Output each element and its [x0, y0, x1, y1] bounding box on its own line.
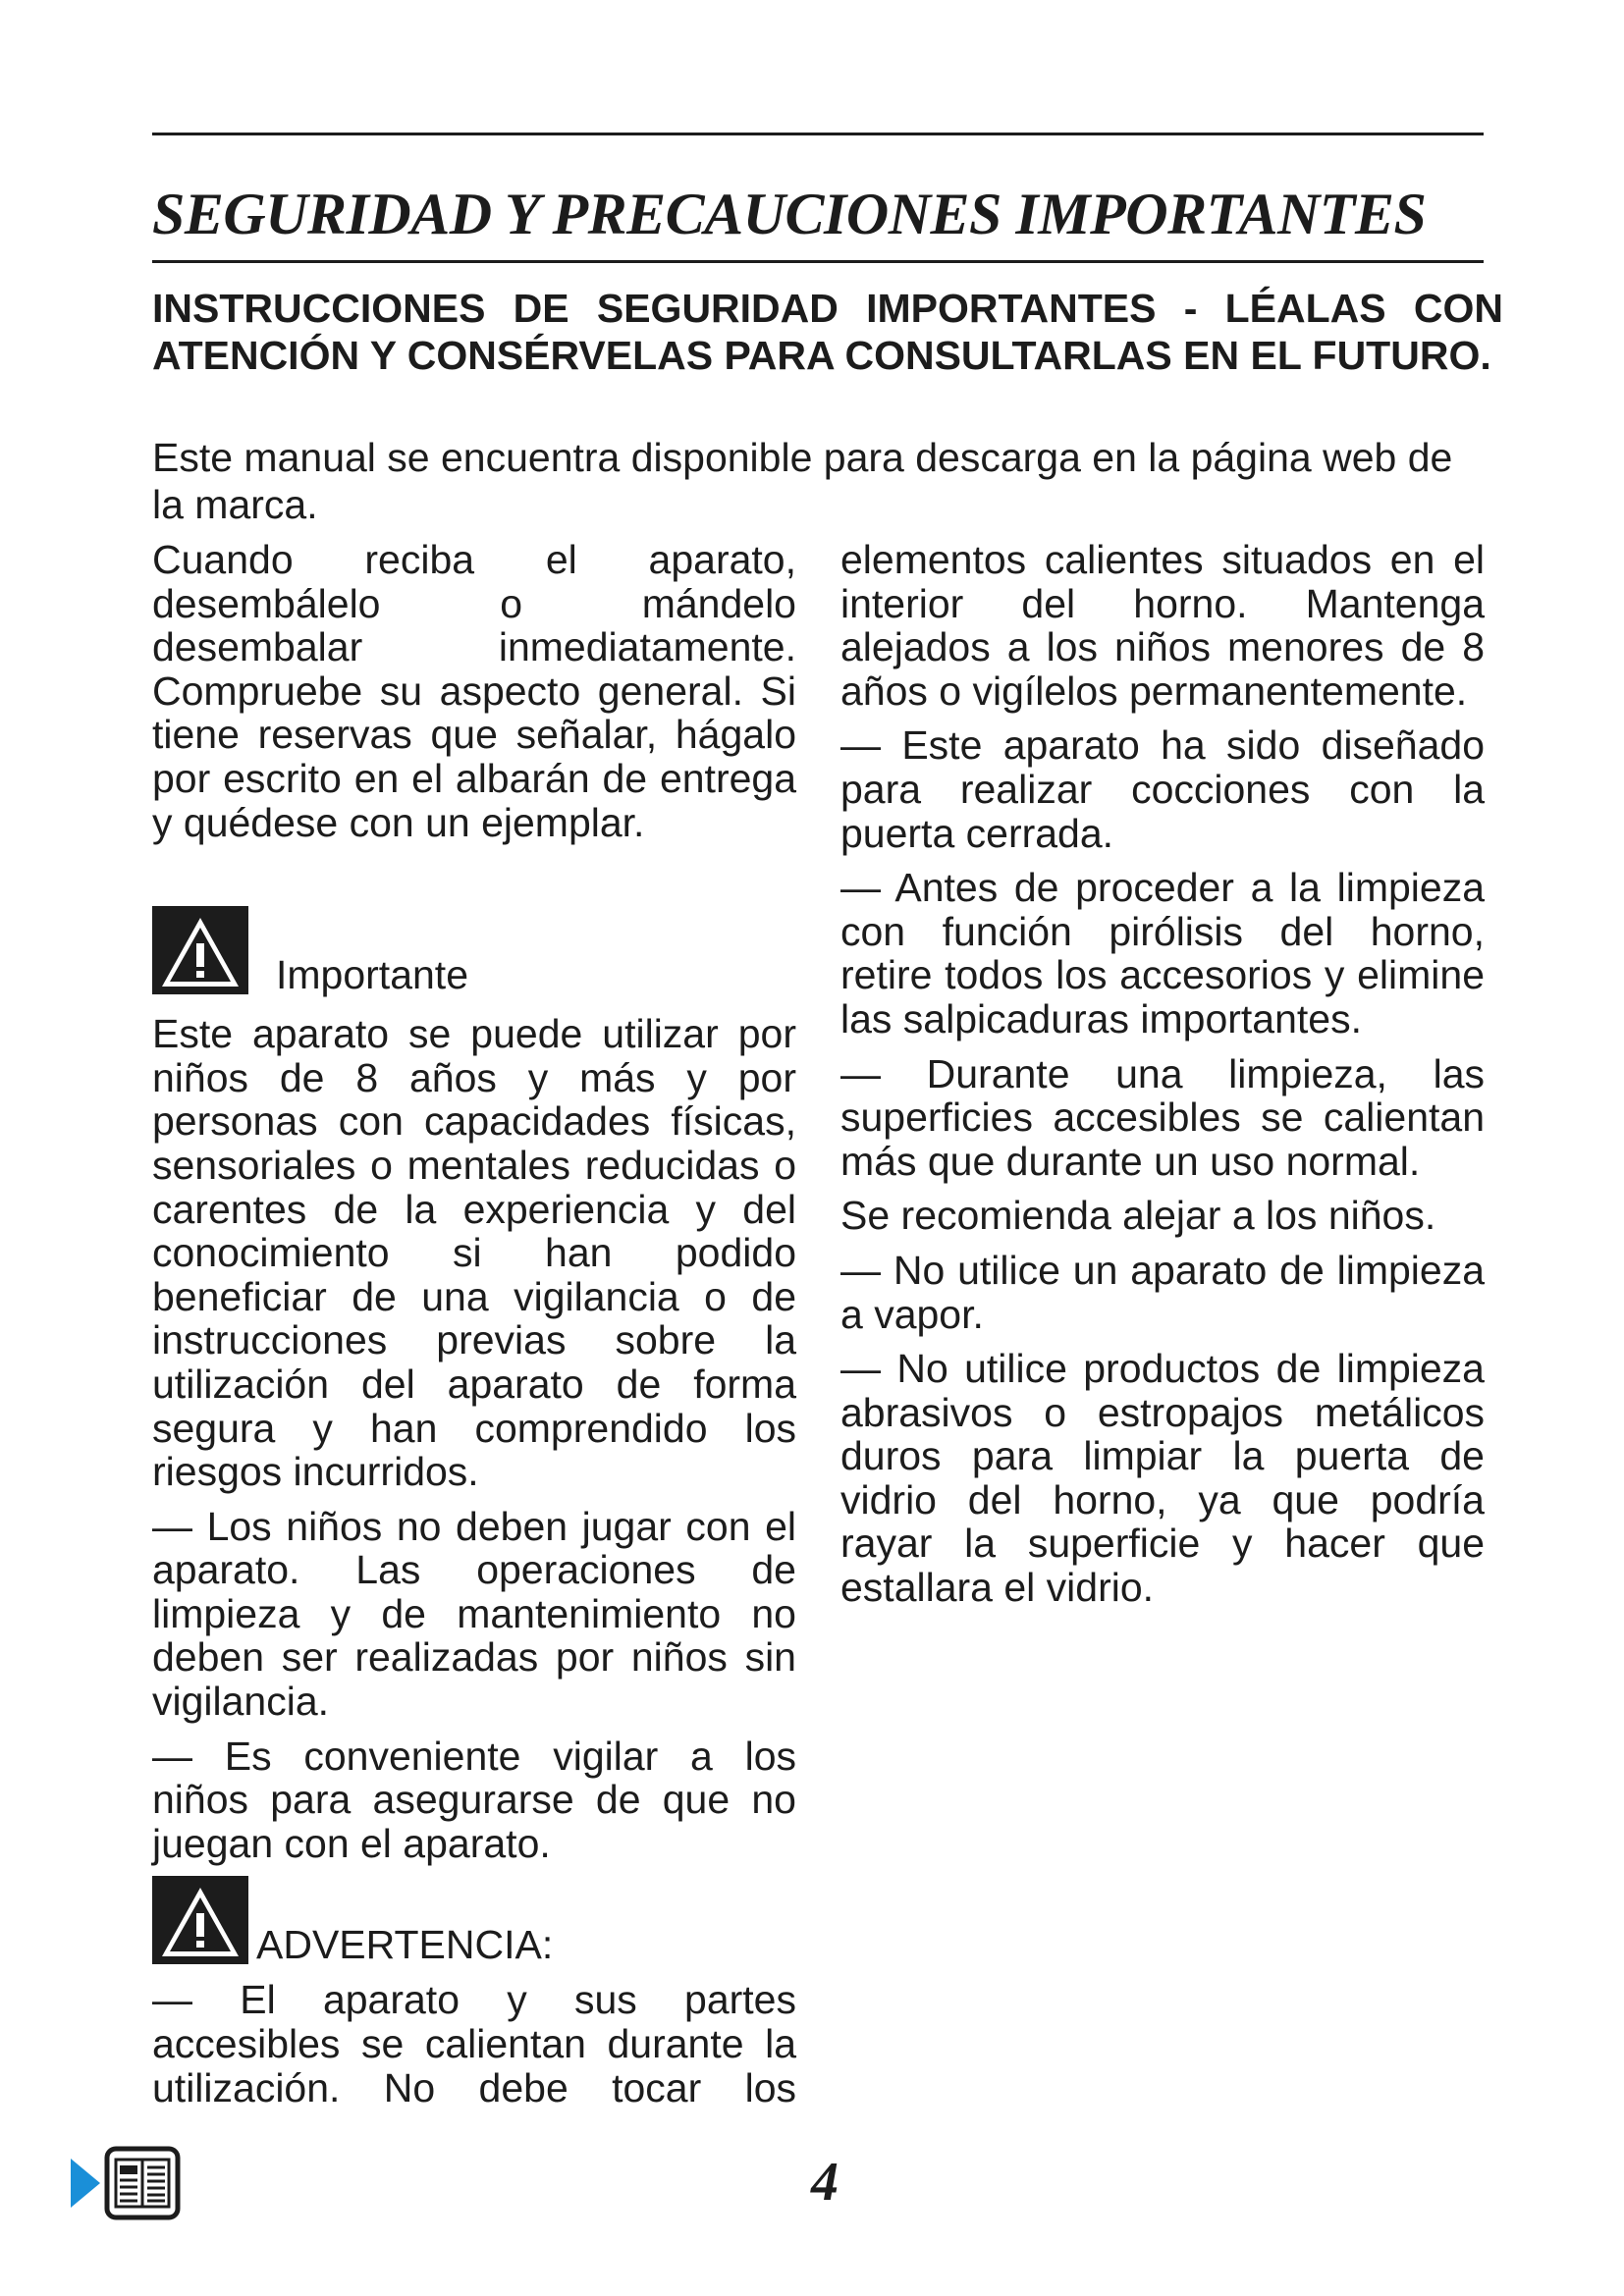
hot-parts-paragraph: — El aparato y sus partes accesibles se calientan durante la utilización. No debe tocar los — [152, 1977, 796, 2110]
warning-notice — [152, 1876, 796, 1968]
closed-door-paragraph: — Este aparato ha sido diseñado para realizar cocciones con la puerta cerrada. — [840, 722, 1485, 856]
warning-label: ADVERTENCIA: — [256, 1922, 554, 1968]
page-number: 4 — [811, 2152, 839, 2213]
important-label: Importante — [276, 952, 468, 998]
no-steam-cleaner-paragraph: — No utilice un aparato de limpieza a vapor. — [840, 1247, 1485, 1337]
supervise-children-paragraph: — Es conveniente vigilar a los niños para asegurarse de que no juegan con el aparato. — [152, 1733, 796, 1866]
pyrolysis-paragraph: — Antes de proceder a la limpieza con función pirólisis del horno, retire todos los accesorios y elimine las salpicaduras importantes. — [840, 865, 1485, 1041]
cleaning-heat-paragraph: — Durante una limpieza, las superficies accesibles se calientan más que durante un uso normal. — [840, 1050, 1485, 1184]
page-title: SEGURIDAD Y PRECAUCIONES IMPORTANTES — [152, 182, 1427, 246]
title-underline-rule — [152, 260, 1484, 263]
intro-paragraph: Este manual se encuentra disponible para descarga en la página web de la marca. — [152, 435, 1453, 527]
book-index-icon[interactable] — [104, 2146, 181, 2220]
table-of-contents-link[interactable] — [71, 2146, 181, 2220]
warning-triangle-icon — [152, 906, 248, 994]
warning-triangle-icon — [152, 1876, 248, 1964]
safety-instructions-heading: INSTRUCCIONES DE SEGURIDAD IMPORTANTES - LÉALAS CON ATENCIÓN Y CONSÉRVELAS PARA CONSULTARLAS EN EL FUTURO. — [152, 286, 1503, 378]
children-usage-paragraph: Este aparato se puede utilizar por niños de 8 años y más y por personas con capacidades físicas, sensoriales o mentales reducidas o carentes de la experiencia y del conocimiento si han podido beneficiar de una vigilancia o de instrucciones previas sobre la utilización del aparato de forma segura y han comprendido los riesgos incurridos. — [152, 1011, 796, 1495]
play-arrow-icon[interactable] — [71, 2159, 100, 2208]
hot-elements-paragraph: elementos calientes situados en el interior del horno. Mantenga alejados a los niños menores de 8 años o vigílelos permanentemente. — [840, 537, 1485, 714]
keep-children-away-paragraph: Se recomienda alejar a los niños. — [840, 1193, 1436, 1239]
no-abrasive-paragraph: — No utilice productos de limpieza abrasivos o estropajos metálicos duros para limpiar la puerta de vidrio del horno, ya que podría rayar la superficie y hacer que estallara el vidrio. — [840, 1346, 1485, 1611]
important-notice — [152, 906, 796, 998]
top-rule — [152, 133, 1484, 135]
left-column — [152, 538, 796, 2120]
children-play-paragraph: — Los niños no deben jugar con el aparato. Las operaciones de limpieza y de mantenimiento no deben ser realizadas por niños sin vigilancia. — [152, 1503, 796, 1725]
unpacking-paragraph: Cuando reciba el aparato, desembálelo o mándelo desembalar inmediatamente. Compruebe su aspecto general. Si tiene reservas que señalar, hágalo por escrito en el albarán de entrega y quédese con un ejemplar. — [152, 537, 796, 845]
right-column — [840, 538, 1485, 1621]
